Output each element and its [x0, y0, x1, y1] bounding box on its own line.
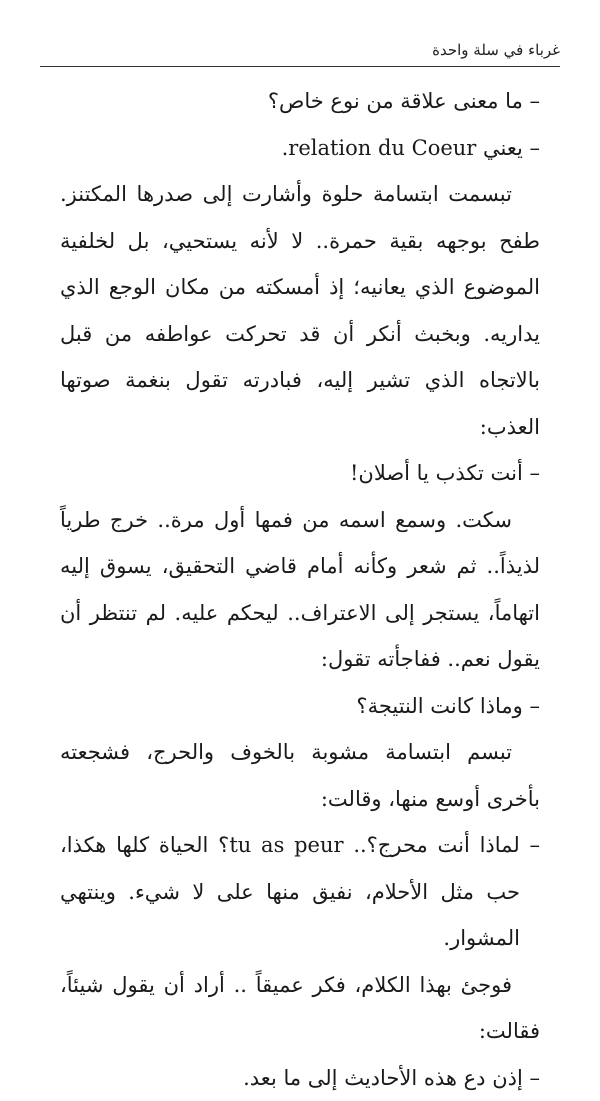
- dialog-line: – وماذا كانت النتيجة؟: [60, 683, 540, 730]
- dialog-line: – إذن دع هذه الأحاديث إلى ما بعد.: [60, 1055, 540, 1101]
- dialog-line: – أنت تكذب يا أصلان!: [60, 450, 540, 497]
- narration-paragraph: سكت. وسمع اسمه من فمها أول مرة.. خرج طرياً لذيذاً.. ثم شعر وكأنه أمام قاضي التحقيق، يسوق إليه اتهاماً، يستجر إلى الاعتراف.. ليحكم عليه. لم تنتظر أن يقول نعم.. ففاجأته تقول:: [60, 497, 540, 683]
- narration-paragraph: تبسم ابتسامة مشوبة بالخوف والحرج، فشجعته بأخرى أوسع منها، وقالت:: [60, 729, 540, 822]
- narration-paragraph: تبسمت ابتسامة حلوة وأشارت إلى صدرها المكتنز. طفح بوجهه بقية حمرة.. لا لأنه يستحيي، بل لخلفية الموضوع الذي يعانيه؛ إذ أمسكته من مكان الوجع الذي يداريه. وبخبث أنكر أن قد تحركت عواطفه من قبل بالاتجاه الذي تشير إليه، فبادرته تقول بنغمة صوتها العذب:: [60, 171, 540, 450]
- running-header: غرباء في سلة واحدة: [432, 40, 560, 60]
- body-text: [60, 78, 540, 1101]
- dialog-line: – ما معنى علاقة من نوع خاص؟: [60, 78, 540, 125]
- dialog-line: – لماذا أنت محرج؟.. tu as peur؟ الحياة كلها هكذا، حب مثل الأحلام، نفيق منها على لا شيء. وينتهي المشوار.: [60, 822, 540, 962]
- dialog-line: – يعني relation du Coeur.: [60, 125, 540, 172]
- narration-paragraph: فوجئ بهذا الكلام، فكر عميقاً .. أراد أن يقول شيئاً، فقالت:: [60, 962, 540, 1055]
- header-rule: [40, 66, 560, 67]
